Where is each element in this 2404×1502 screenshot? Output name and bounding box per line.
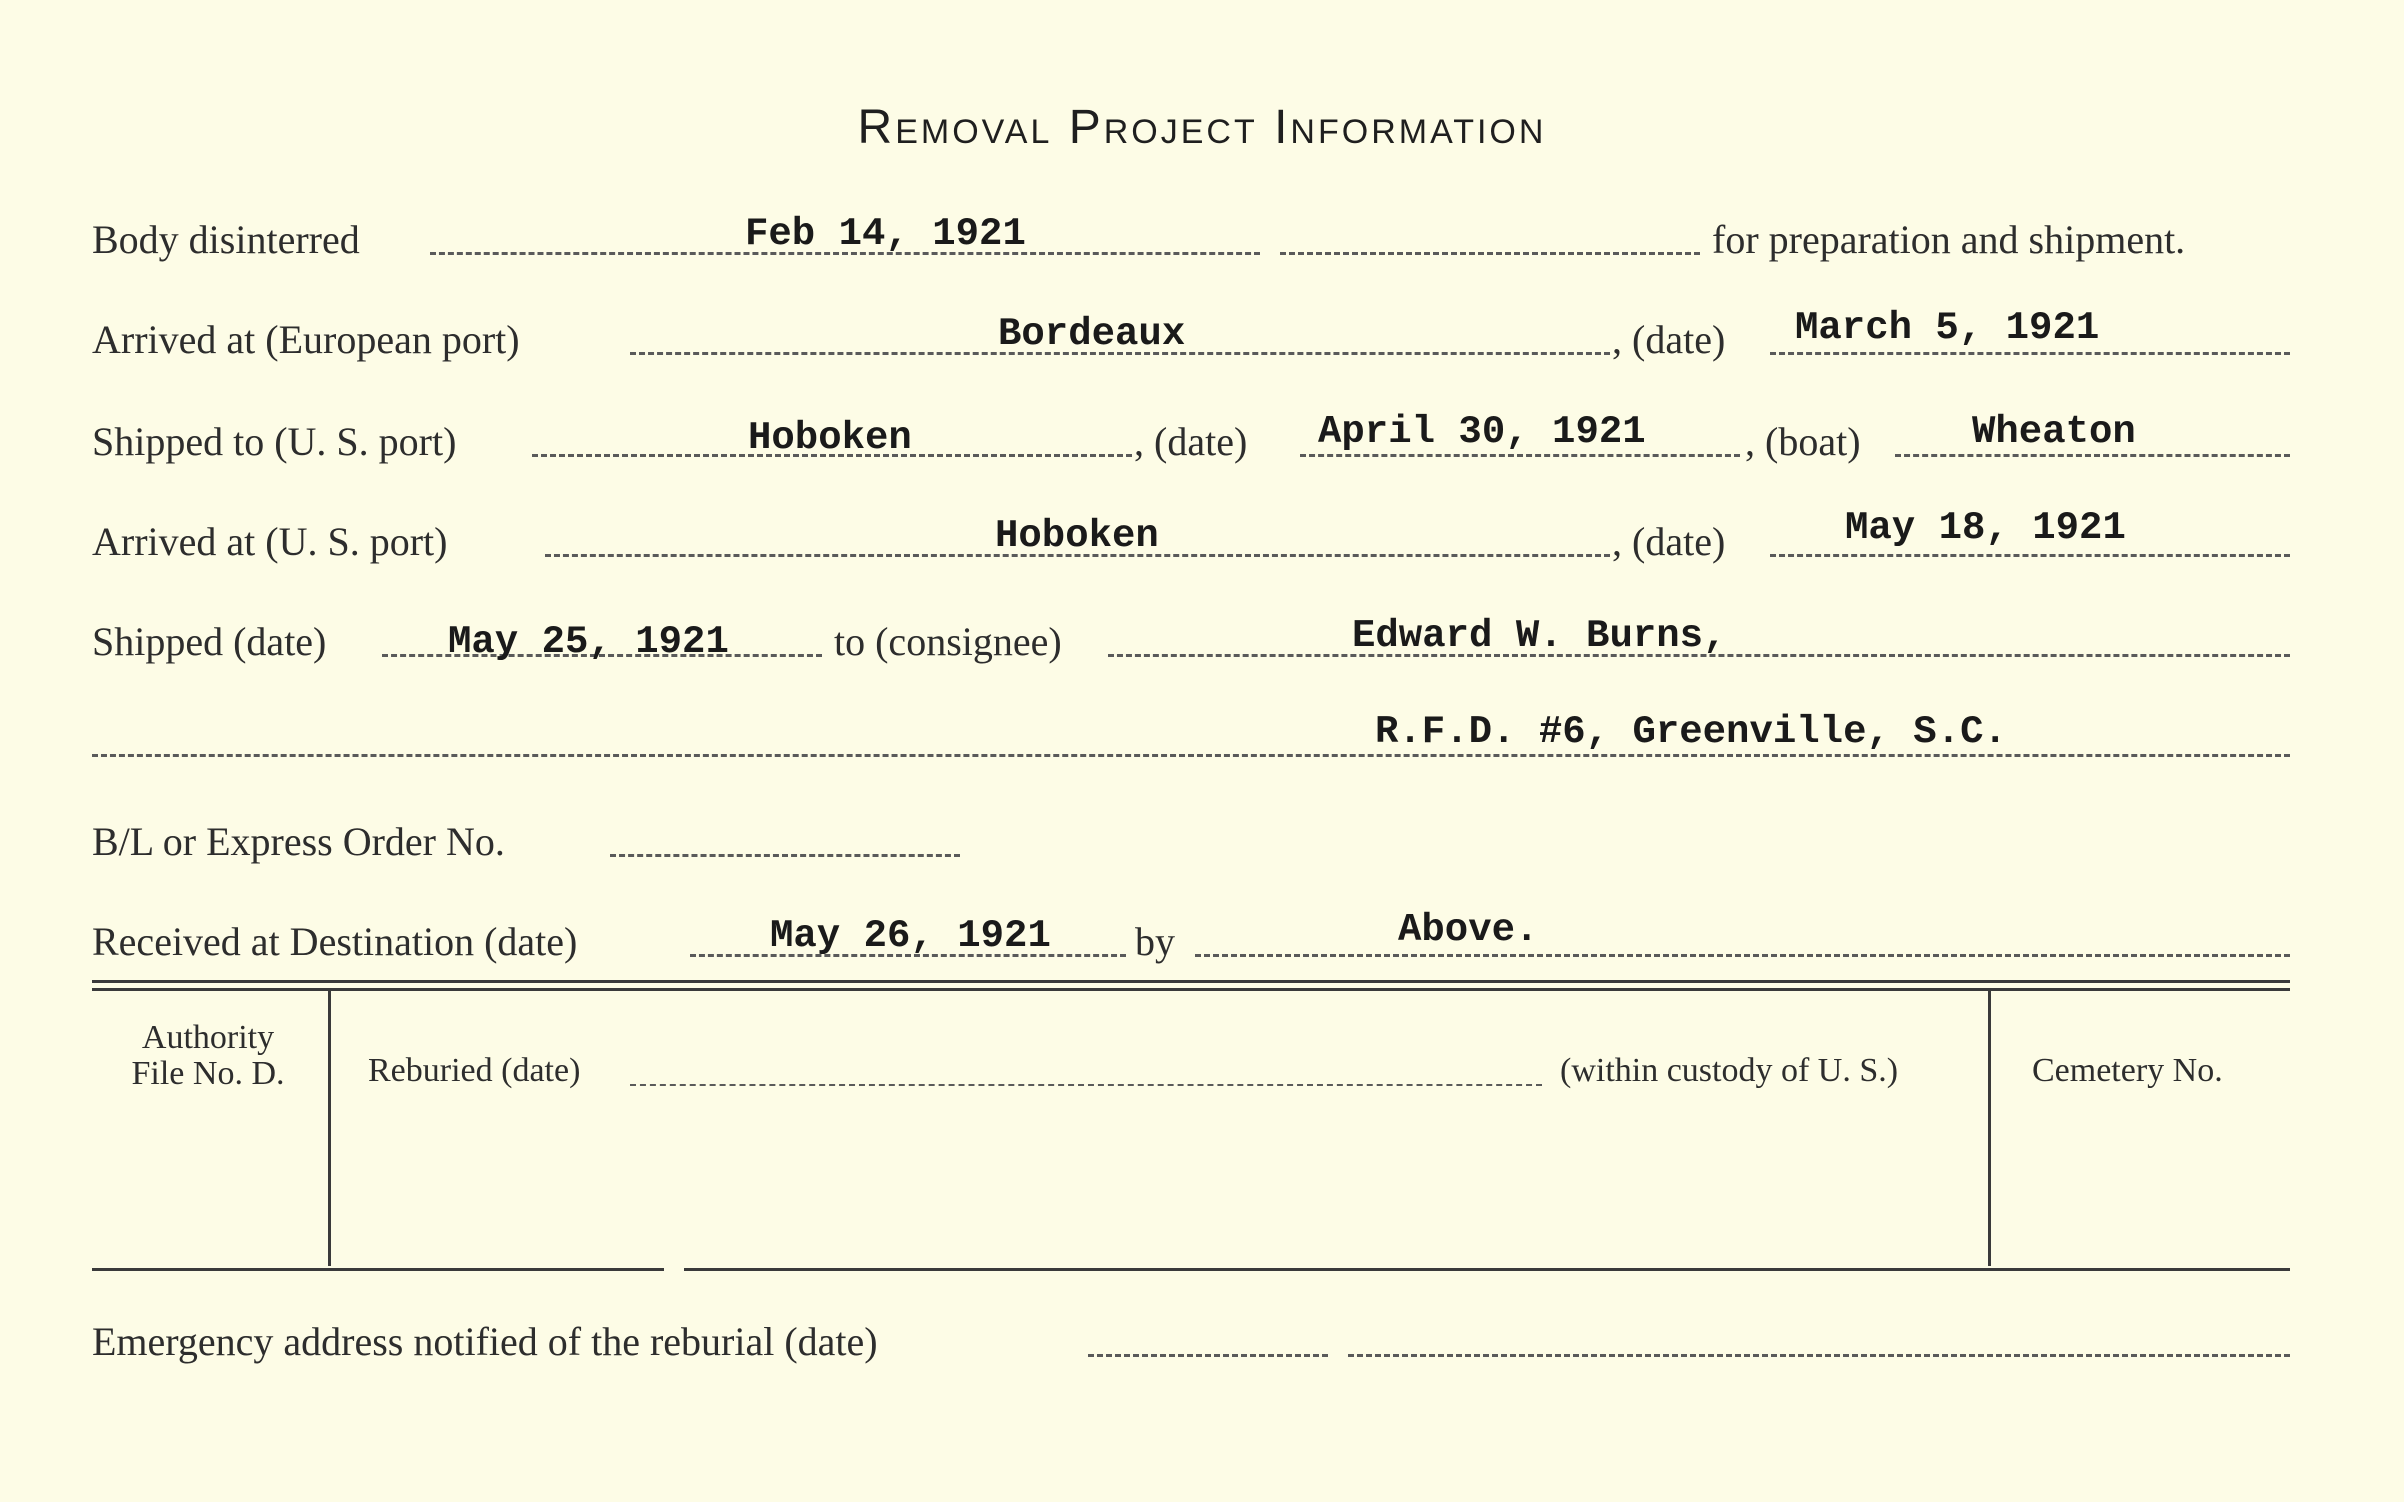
bl-order-label: B/L or Express Order No. [92,819,505,864]
reburied-line [630,1084,1542,1086]
consignee-value: Edward W. Burns, [1352,614,1727,658]
card-title: Removal Project Information [857,101,1547,154]
shipped-us-value: Hoboken [748,416,912,460]
arrived-european-value: Bordeaux [998,312,1186,356]
cemetery-label: Cemetery No. [2032,1052,2223,1089]
arrived-european-label: Arrived at (European port) [92,317,520,362]
arrived-us-date-line [1770,554,2290,557]
received-label: Received at Destination (date) [92,919,578,964]
shipped-us-date-label: , (date) [1134,419,1248,464]
consignee-address-value: R.F.D. #6, Greenville, S.C. [1375,710,2007,754]
shipped-date-value: May 25, 1921 [448,620,729,664]
body-disinterred-label: Body disinterred [92,217,360,262]
arrived-us-date-value: May 18, 1921 [1845,506,2126,550]
shipped-us-date-value: April 30, 1921 [1318,410,1646,454]
emergency-line [1088,1354,1328,1357]
received-by-label: by [1135,919,1175,964]
received-by-value: Above. [1398,908,1539,952]
arrived-european-date-line [1770,352,2290,355]
shipped-us-boat-value: Wheaton [1972,410,2136,454]
shipped-us-date-line [1300,454,1740,457]
arrived-us-label: Arrived at (U. S. port) [92,519,448,564]
body-disinterred-value: Feb 14, 1921 [745,212,1026,256]
shipped-date-label: Shipped (date) [92,619,327,664]
bl-order-line [610,854,960,857]
authority-label-line1: Authority [141,1019,275,1056]
body-disinterred-line-2 [1280,252,1700,255]
table-bottom-rule-left [92,1268,664,1271]
received-by-line [1195,954,2290,957]
table-bottom-rule-right [684,1268,2290,1271]
emergency-line-2 [1348,1354,2290,1357]
table-top-rule-2 [92,988,2290,991]
authority-label-line2: File No. D. [131,1055,285,1092]
shipped-us-boat-line [1895,454,2290,457]
table-top-rule [92,980,2290,983]
cemetery-divider [1988,990,1991,1266]
consignee-label: to (consignee) [834,619,1062,664]
authority-divider [328,990,331,1266]
reburied-label: Reburied (date) [368,1052,581,1089]
emergency-label: Emergency address notified of the reburial (date) [92,1319,878,1364]
arrived-european-date-label: , (date) [1612,317,1726,362]
arrived-us-date-label: , (date) [1612,519,1726,564]
address-line [92,754,2290,757]
shipped-us-boat-label: , (boat) [1745,419,1861,464]
body-disinterred-suffix: for preparation and shipment. [1712,217,2186,262]
received-value: May 26, 1921 [770,914,1051,958]
custody-label: (within custody of U. S.) [1560,1052,1899,1089]
authority-label [92,1020,324,1092]
arrived-us-value: Hoboken [995,514,1159,558]
arrived-european-date-value: March 5, 1921 [1795,306,2100,350]
shipped-us-label: Shipped to (U. S. port) [92,419,457,464]
